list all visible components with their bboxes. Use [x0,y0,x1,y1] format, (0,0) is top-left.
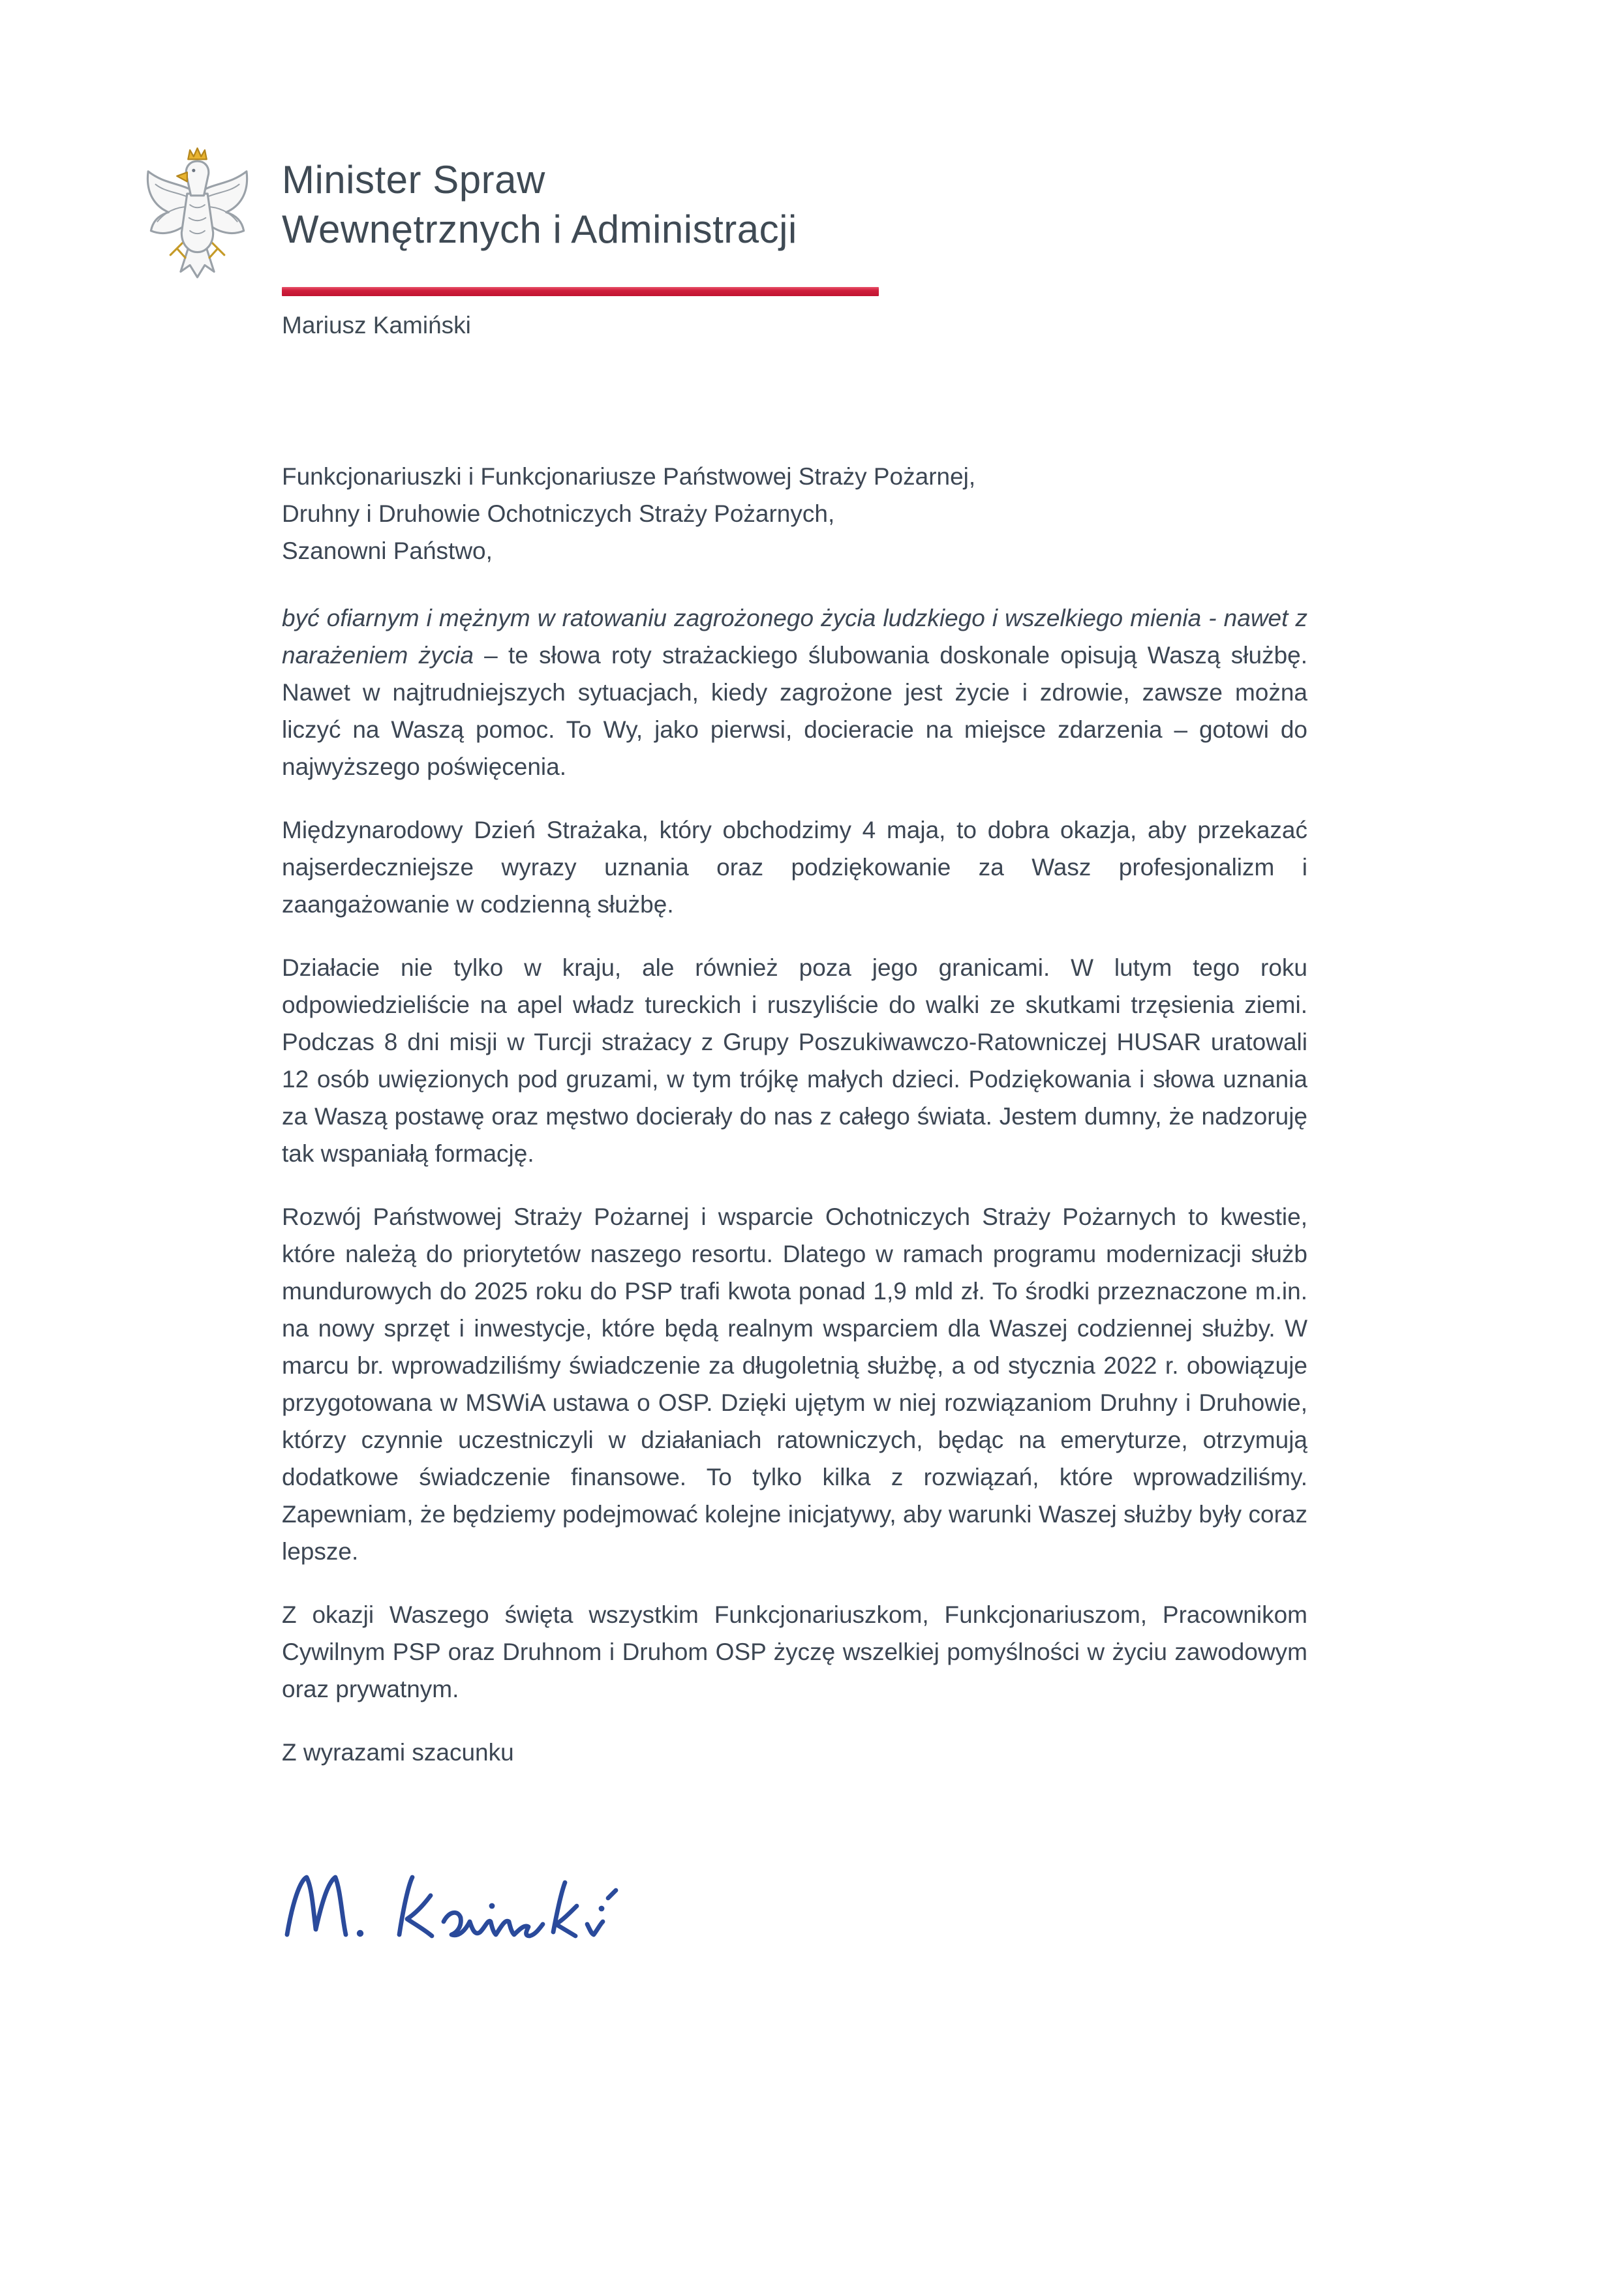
closing-line: Z wyrazami szacunku [282,1739,514,1766]
polish-eagle-emblem-icon [137,137,258,297]
ministry-title-line2: Wewnętrznych i Administracji [282,207,797,251]
oath-quote: być ofiarnym i mężnym w ratowaniu zagrożonego życia ludzkiego i wszelkiego mienia - nawet z narażeniem życia [282,605,1307,669]
letter-body [282,458,1307,1797]
salutation [282,458,1307,569]
paragraph-oath [282,599,1307,785]
red-flag-bar [282,287,879,296]
paragraph-firefighters-day: Międzynarodowy Dzień Strażaka, który obchodzimy 4 maja, to dobra okazja, aby przekazać najserdeczniejsze wyrazy uznania oraz podziękowanie za Wasz profesjonalizm i zaangażowanie w codzienną służbę. [282,817,1307,918]
salutation-line: Druhny i Druhowie Ochotniczych Straży Pożarnych, [282,500,835,527]
oath-continuation: – te słowa roty strażackiego ślubowania doskonale opisują Waszą służbę. Nawet w najtrudniejszych sytuacjach, kiedy zagrożone jest życie i zdrowie, zawsze można liczyć na Waszą pomoc. To Wy, jako pierwsi, docieracie na miejsce zdarzenia – gotowi do najwyższego poświęcenia. [282,642,1308,780]
paragraph-turkey-mission: Działacie nie tylko w kraju, ale również poza jego granicami. W lutym tego roku odpowiedzieliście na apel władz tureckich i ruszyliście do walki ze skutkami trzęsienia ziemi. Podczas 8 dni misji w Turcji strażacy z Grupy Poszukiwawczo-Ratowniczej HUSAR uratowali 12 osób uwięzionych pod gruzami, w tym trójkę małych dzieci. Podziękowania i słowa uznania za Waszą postawę oraz męstwo docierały do nas z całego świata. Jestem dumny, że nadzoruję tak wspaniałą formację. [282,954,1307,1167]
paragraph-wishes: Z okazji Waszego święta wszystkim Funkcjonariuszkom, Funkcjonariuszom, Pracownikom Cywilnym PSP oraz Druhnom i Druhom OSP życzę wszelkiej pomyślności w życiu zawodowym oraz prywatnym. [282,1601,1307,1702]
ministry-title-line1: Minister Spraw [282,158,545,202]
handwritten-signature [279,1867,645,1952]
ministry-title [282,155,797,254]
salutation-line: Szanowni Państwo, [282,537,493,564]
minister-name: Mariusz Kamiński [282,312,471,339]
paragraph-modernization: Rozwój Państwowej Straży Pożarnej i wsparcie Ochotniczych Straży Pożarnych to kwestie, które należą do priorytetów naszego resortu. Dlatego w ramach programu modernizacji służb mundurowych do 2025 roku do PSP trafi kwota ponad 1,9 mld zł. To środki przeznaczone m.in. na nowy sprzęt i inwestycje, które będą realnym wsparciem dla Waszej codziennej służby. W marcu br. wprowadziliśmy świadczenie za długoletnią służbę, a od stycznia 2022 r. obowiązuje przygotowana w MSWiA ustawa o OSP. Dzięki ujętym w niej rozwiązaniom Druhny i Druhowie, którzy czynnie uczestniczyli w działaniach ratowniczych, będąc na emeryturze, otrzymują dodatkowe świadczenie finansowe. To tylko kilka z rozwiązań, które wprowadziliśmy. Zapewniam, że będziemy podejmować kolejne inicjatywy, aby warunki Waszej służby były coraz lepsze. [282,1203,1307,1565]
salutation-line: Funkcjonariuszki i Funkcjonariusze Państwowej Straży Pożarnej, [282,463,976,490]
